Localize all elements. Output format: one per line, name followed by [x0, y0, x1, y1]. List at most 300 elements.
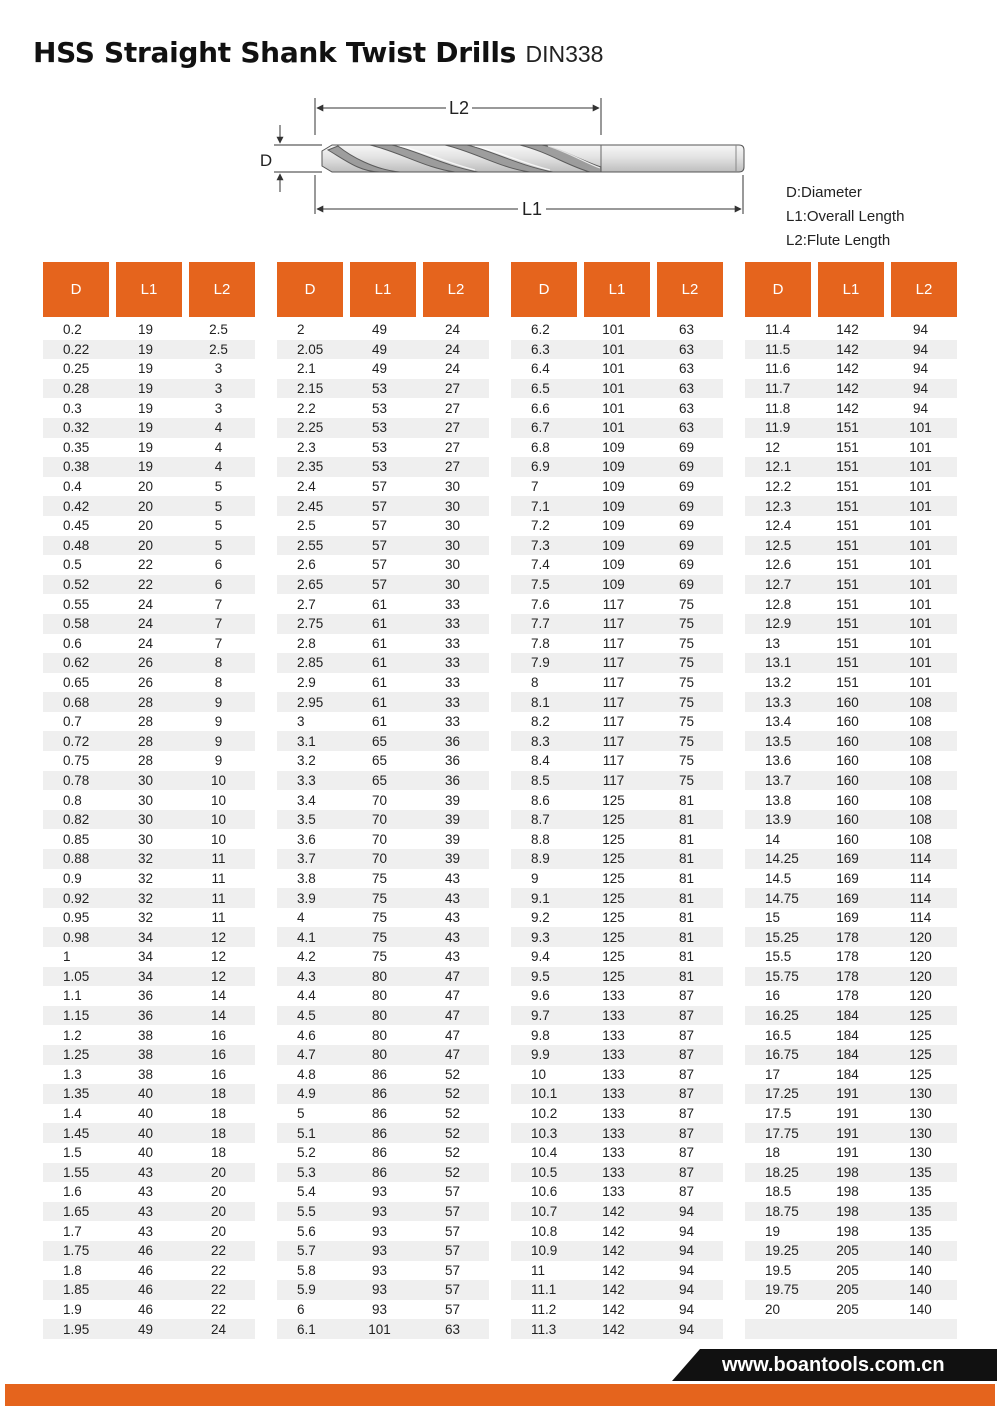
table-row	[745, 1182, 957, 1202]
table-row	[277, 1143, 489, 1163]
cell-l2: 130	[909, 1106, 932, 1122]
cell-d: 10.4	[531, 1145, 558, 1161]
cell-l2: 75	[678, 655, 695, 671]
cell-l2: 33	[444, 674, 461, 690]
cell-l1: 205	[836, 1301, 859, 1317]
table-row	[43, 869, 255, 889]
cell-d: 1.85	[63, 1282, 90, 1298]
cell-l1: 80	[371, 1008, 388, 1024]
cell-l2: 75	[678, 714, 695, 730]
cell-l1: 49	[371, 361, 388, 377]
cell-l1: 117	[602, 694, 625, 710]
cell-d: 0.5	[63, 557, 82, 573]
cell-l1: 151	[836, 674, 859, 690]
cell-l2: 22	[210, 1243, 227, 1259]
cell-d: 10.2	[531, 1106, 558, 1122]
header-l1: L1	[350, 262, 416, 317]
cell-l2: 5	[214, 479, 223, 495]
cell-l2: 94	[678, 1301, 695, 1317]
cell-d: 1.95	[63, 1321, 90, 1337]
cell-d: 2.7	[297, 596, 316, 612]
cell-l1: 40	[137, 1106, 154, 1122]
cell-l2: 47	[444, 1008, 461, 1024]
cell-d: 0.4	[63, 479, 82, 495]
table-row	[277, 594, 489, 614]
cell-l1: 28	[137, 733, 154, 749]
cell-l1: 80	[371, 1027, 388, 1043]
cell-d: 6	[297, 1301, 305, 1317]
cell-d: 2.6	[297, 557, 316, 573]
cell-d: 3	[297, 714, 305, 730]
table-row	[745, 712, 957, 732]
cell-l1: 30	[137, 812, 154, 828]
cell-d: 7.7	[531, 616, 550, 632]
table-row	[43, 1280, 255, 1300]
cell-d: 8.4	[531, 753, 550, 769]
table-row	[43, 888, 255, 908]
cell-l1: 57	[371, 498, 388, 514]
cell-l2: 108	[909, 792, 932, 808]
cell-l1: 151	[836, 537, 859, 553]
cell-l1: 80	[371, 988, 388, 1004]
table-row	[745, 1143, 957, 1163]
cell-l2: 10	[210, 831, 227, 847]
cell-l1: 46	[137, 1282, 154, 1298]
cell-d: 2.3	[297, 439, 316, 455]
cell-l2: 11	[211, 851, 226, 867]
cell-l2: 27	[444, 420, 461, 436]
table-row	[511, 634, 723, 654]
table-row	[277, 712, 489, 732]
cell-l1: 46	[137, 1301, 154, 1317]
cell-d: 9.3	[531, 929, 550, 945]
cell-d: 6.2	[531, 322, 550, 338]
cell-l2: 63	[678, 420, 695, 436]
cell-l2: 3	[214, 400, 223, 416]
cell-l1: 109	[602, 518, 625, 534]
cell-d: 5.5	[297, 1204, 316, 1220]
cell-l2: 57	[444, 1282, 461, 1298]
table-row	[277, 1006, 489, 1026]
table-row	[511, 457, 723, 477]
cell-l1: 34	[137, 949, 154, 965]
cell-l2: 27	[444, 381, 461, 397]
table-row	[511, 359, 723, 379]
cell-d: 9.7	[531, 1008, 550, 1024]
cell-l2: 108	[909, 772, 932, 788]
cell-l2: 94	[678, 1282, 695, 1298]
cell-d: 0.6	[63, 635, 82, 651]
cell-l1: 117	[602, 674, 625, 690]
table-row	[511, 614, 723, 634]
table-row	[277, 869, 489, 889]
cell-d: 6.5	[531, 381, 550, 397]
table-row	[43, 967, 255, 987]
table-row	[43, 1045, 255, 1065]
cell-d: 15.25	[765, 929, 799, 945]
cell-l2: 63	[678, 400, 695, 416]
cell-d: 3.9	[297, 890, 316, 906]
cell-d: 1.65	[63, 1204, 90, 1220]
cell-d: 0.82	[63, 812, 90, 828]
table-row	[511, 908, 723, 928]
cell-l1: 151	[836, 616, 859, 632]
table-row	[277, 1163, 489, 1183]
cell-d: 4.5	[297, 1008, 316, 1024]
table-row	[43, 1163, 255, 1183]
cell-l2: 11	[211, 890, 226, 906]
table-row	[511, 1163, 723, 1183]
table-row	[745, 418, 957, 438]
cell-d: 3.1	[297, 733, 316, 749]
table-row	[745, 634, 957, 654]
table-body	[277, 320, 489, 1339]
cell-l2: 8	[214, 655, 223, 671]
table-row	[277, 986, 489, 1006]
cell-d: 14.25	[765, 851, 799, 867]
cell-l2: 18	[210, 1106, 227, 1122]
cell-l1: 40	[137, 1125, 154, 1141]
table-row	[277, 692, 489, 712]
cell-l1: 43	[137, 1204, 154, 1220]
table-row	[745, 986, 957, 1006]
cell-d: 0.88	[63, 851, 90, 867]
cell-l2: 87	[678, 1027, 695, 1043]
cell-l2: 39	[444, 792, 461, 808]
cell-d: 13.2	[765, 674, 792, 690]
table-row	[511, 477, 723, 497]
cell-l1: 19	[137, 439, 154, 455]
table-row	[511, 1319, 723, 1339]
cell-l2: 63	[678, 361, 695, 377]
cell-l2: 5	[214, 498, 223, 514]
cell-l2: 87	[678, 1066, 695, 1082]
cell-l2: 101	[909, 479, 932, 495]
cell-l1: 142	[602, 1243, 625, 1259]
table-row	[745, 869, 957, 889]
cell-l2: 30	[444, 498, 461, 514]
cell-l2: 94	[678, 1204, 695, 1220]
cell-d: 15	[765, 910, 781, 926]
table-row	[43, 1084, 255, 1104]
cell-l1: 169	[836, 851, 859, 867]
table-row	[745, 457, 957, 477]
table-row	[745, 829, 957, 849]
cell-l1: 61	[371, 714, 388, 730]
cell-l2: 101	[909, 537, 932, 553]
cell-l1: 142	[602, 1282, 625, 1298]
drill-diagram	[250, 90, 760, 225]
cell-d: 4	[297, 910, 305, 926]
cell-d: 12.3	[765, 498, 792, 514]
table-row	[745, 1241, 957, 1261]
cell-l2: 130	[909, 1086, 932, 1102]
legend-item-diameter: D:Diameter	[786, 184, 862, 201]
table-row	[511, 1143, 723, 1163]
cell-l1: 26	[137, 674, 154, 690]
cell-d: 13.7	[765, 772, 792, 788]
cell-d: 7.9	[531, 655, 550, 671]
table-row	[511, 1045, 723, 1065]
cell-l2: 108	[909, 714, 932, 730]
table-row	[43, 418, 255, 438]
cell-d: 0.25	[63, 361, 90, 377]
cell-l1: 101	[368, 1321, 391, 1337]
table-row	[745, 1065, 957, 1085]
l1-label: L1	[521, 199, 543, 219]
cell-l1: 198	[836, 1184, 859, 1200]
table-row	[277, 379, 489, 399]
header-l1: L1	[584, 262, 650, 317]
table-row	[511, 398, 723, 418]
cell-d: 2.2	[297, 400, 316, 416]
cell-d: 8.1	[531, 694, 550, 710]
cell-l1: 34	[137, 929, 154, 945]
table-row	[745, 340, 957, 360]
cell-d: 3.3	[297, 772, 316, 788]
cell-d: 0.8	[63, 792, 82, 808]
cell-l2: 57	[444, 1243, 461, 1259]
cell-l2: 114	[909, 890, 932, 906]
table-body	[511, 320, 723, 1339]
cell-d: 19.75	[765, 1282, 799, 1298]
header-d: D	[43, 262, 109, 317]
cell-d: 1.8	[63, 1262, 82, 1278]
table-row	[277, 320, 489, 340]
cell-l2: 57	[444, 1262, 461, 1278]
cell-l1: 24	[137, 616, 154, 632]
table-row	[511, 1261, 723, 1281]
cell-l1: 61	[371, 655, 388, 671]
cell-l1: 61	[371, 616, 388, 632]
cell-l2: 69	[678, 537, 695, 553]
cell-d: 13.1	[765, 655, 792, 671]
cell-l1: 160	[836, 753, 859, 769]
cell-l1: 43	[137, 1223, 154, 1239]
cell-d: 2.95	[297, 694, 324, 710]
table-row	[277, 908, 489, 928]
cell-d: 5.7	[297, 1243, 316, 1259]
cell-d: 18.5	[765, 1184, 792, 1200]
table-row	[277, 477, 489, 497]
cell-d: 19	[765, 1223, 781, 1239]
cell-l2: 81	[678, 890, 695, 906]
cell-l1: 160	[836, 831, 859, 847]
cell-l1: 32	[137, 851, 154, 867]
cell-l1: 19	[137, 341, 154, 357]
cell-l1: 53	[371, 400, 388, 416]
table-row	[745, 888, 957, 908]
cell-l2: 10	[210, 772, 227, 788]
cell-d: 13.5	[765, 733, 792, 749]
cell-l2: 135	[909, 1204, 932, 1220]
cell-d: 5.6	[297, 1223, 316, 1239]
cell-l2: 94	[678, 1243, 695, 1259]
cell-l2: 75	[678, 733, 695, 749]
table-row	[745, 653, 957, 673]
spec-table-4	[745, 262, 957, 1339]
table-row	[277, 418, 489, 438]
cell-d: 7.2	[531, 518, 550, 534]
cell-l1: 32	[137, 910, 154, 926]
title-standard: DIN338	[525, 41, 604, 67]
cell-l1: 80	[371, 968, 388, 984]
cell-l2: 63	[678, 322, 695, 338]
table-row	[511, 555, 723, 575]
cell-l1: 53	[371, 420, 388, 436]
table-row	[511, 947, 723, 967]
cell-l1: 93	[371, 1301, 388, 1317]
header-l1: L1	[818, 262, 884, 317]
cell-l2: 57	[444, 1184, 461, 1200]
table-row	[511, 888, 723, 908]
table-row	[43, 692, 255, 712]
cell-d: 17.5	[765, 1106, 792, 1122]
cell-l2: 114	[909, 870, 932, 886]
cell-l1: 20	[137, 518, 154, 534]
table-row	[43, 771, 255, 791]
cell-l2: 47	[444, 968, 461, 984]
cell-l1: 101	[602, 420, 625, 436]
cell-l2: 8	[214, 674, 223, 690]
table-row	[511, 692, 723, 712]
table-row	[745, 1300, 957, 1320]
cell-l1: 36	[137, 1008, 154, 1024]
cell-l1: 142	[602, 1204, 625, 1220]
table-row	[43, 575, 255, 595]
cell-l2: 69	[678, 479, 695, 495]
cell-d: 9	[531, 870, 539, 886]
table-row	[43, 1006, 255, 1026]
cell-d: 9.9	[531, 1047, 550, 1063]
cell-d: 0.42	[63, 498, 90, 514]
cell-d: 14	[765, 831, 781, 847]
cell-l2: 87	[678, 1125, 695, 1141]
cell-d: 0.32	[63, 420, 90, 436]
table-row	[43, 829, 255, 849]
website-url: www.boantools.com.cn	[722, 1354, 945, 1376]
cell-l2: 125	[909, 1008, 932, 1024]
table-row	[511, 575, 723, 595]
table-row	[277, 457, 489, 477]
cell-d: 2.15	[297, 381, 324, 397]
header-d: D	[277, 262, 343, 317]
cell-d: 0.52	[63, 577, 90, 593]
cell-d: 0.85	[63, 831, 90, 847]
table-row	[745, 379, 957, 399]
cell-d: 13.4	[765, 714, 792, 730]
cell-d: 18.25	[765, 1164, 799, 1180]
table-row	[511, 438, 723, 458]
cell-d: 0.48	[63, 537, 90, 553]
cell-l1: 49	[137, 1321, 154, 1337]
cell-l1: 184	[836, 1008, 859, 1024]
cell-l1: 151	[836, 479, 859, 495]
cell-l2: 69	[678, 518, 695, 534]
cell-l2: 140	[909, 1282, 932, 1298]
cell-l2: 87	[678, 988, 695, 1004]
cell-l2: 94	[912, 361, 929, 377]
cell-l1: 133	[602, 1008, 625, 1024]
cell-d: 1.5	[63, 1145, 82, 1161]
cell-l2: 22	[210, 1282, 227, 1298]
cell-d: 10.9	[531, 1243, 558, 1259]
cell-l1: 24	[137, 635, 154, 651]
cell-d: 0.92	[63, 890, 90, 906]
cell-d: 0.2	[63, 322, 82, 338]
cell-d: 7.4	[531, 557, 550, 573]
cell-l2: 11	[211, 870, 226, 886]
cell-l2: 47	[444, 1047, 461, 1063]
table-row	[43, 457, 255, 477]
cell-d: 15.75	[765, 968, 799, 984]
cell-d: 12.7	[765, 577, 792, 593]
table-row	[745, 438, 957, 458]
cell-l2: 94	[912, 381, 929, 397]
table-row	[277, 1123, 489, 1143]
table-row	[277, 516, 489, 536]
cell-d: 0.35	[63, 439, 90, 455]
cell-d: 16	[765, 988, 781, 1004]
cell-l1: 53	[371, 381, 388, 397]
table-row	[511, 751, 723, 771]
cell-l1: 30	[137, 772, 154, 788]
cell-l1: 169	[836, 890, 859, 906]
cell-l2: 9	[214, 714, 223, 730]
cell-d: 12.2	[765, 479, 792, 495]
cell-l2: 94	[912, 322, 929, 338]
cell-l1: 49	[371, 341, 388, 357]
cell-l1: 93	[371, 1223, 388, 1239]
cell-l1: 43	[137, 1164, 154, 1180]
cell-d: 0.78	[63, 772, 90, 788]
table-header	[277, 262, 489, 317]
cell-d: 19.25	[765, 1243, 799, 1259]
cell-l2: 36	[444, 733, 461, 749]
header-d: D	[745, 262, 811, 317]
cell-d: 15.5	[765, 949, 792, 965]
cell-d: 11.9	[765, 420, 791, 436]
table-row	[511, 810, 723, 830]
cell-l2: 108	[909, 733, 932, 749]
table-row	[277, 673, 489, 693]
cell-l2: 22	[210, 1301, 227, 1317]
table-row	[277, 888, 489, 908]
cell-l2: 94	[678, 1262, 695, 1278]
cell-d: 7.8	[531, 635, 550, 651]
cell-d: 3.2	[297, 753, 316, 769]
table-row	[277, 1084, 489, 1104]
cell-l2: 4	[214, 439, 223, 455]
cell-l2: 52	[444, 1106, 461, 1122]
cell-l2: 4	[214, 420, 223, 436]
cell-l1: 46	[137, 1262, 154, 1278]
cell-d: 13	[765, 635, 781, 651]
cell-l1: 75	[371, 870, 388, 886]
table-row	[745, 575, 957, 595]
table-row	[277, 614, 489, 634]
cell-l2: 101	[909, 518, 932, 534]
cell-d: 2.75	[297, 616, 324, 632]
cell-l2: 12	[210, 929, 227, 945]
cell-l2: 81	[678, 870, 695, 886]
cell-l2: 140	[909, 1243, 932, 1259]
cell-l2: 30	[444, 557, 461, 573]
table-row	[43, 340, 255, 360]
cell-l1: 169	[836, 910, 859, 926]
cell-l1: 75	[371, 890, 388, 906]
cell-l1: 125	[602, 851, 625, 867]
